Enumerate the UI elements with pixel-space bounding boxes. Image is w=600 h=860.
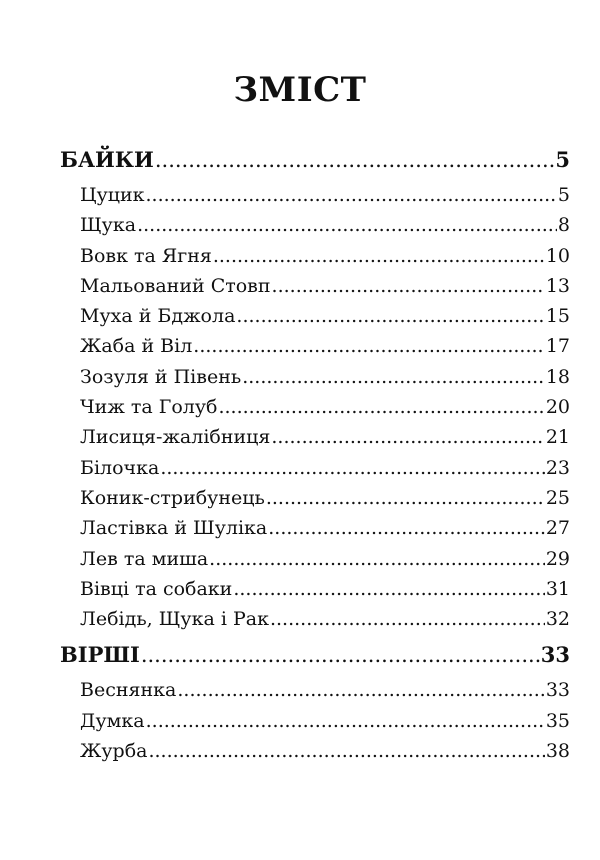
page-number: 13: [545, 274, 570, 297]
entry-title: Вовк та Ягня: [80, 244, 212, 267]
entry-title: Муха й Бджола: [80, 305, 236, 328]
page-number: 23: [545, 456, 570, 479]
toc-entry[interactable]: [60, 675, 570, 705]
entry-title: Думка: [80, 709, 145, 732]
dot-leader: [209, 544, 545, 574]
toc-entry[interactable]: [60, 362, 570, 392]
page-number: 25: [545, 486, 570, 509]
page-number: 32: [545, 608, 570, 631]
dot-leader: [141, 635, 540, 675]
entry-title: Щука: [80, 214, 137, 237]
entry-title: Лев та миша: [80, 547, 209, 570]
dot-leader: [146, 706, 545, 736]
toc-entry[interactable]: [60, 736, 570, 766]
page-number: 8: [557, 214, 570, 237]
entry-title: Чиж та Голуб: [80, 396, 218, 419]
page-number: 21: [545, 426, 570, 449]
toc-entry[interactable]: [60, 513, 570, 543]
entry-title: Цуцик: [80, 184, 145, 206]
toc-entry[interactable]: [60, 241, 570, 271]
toc-section-fables[interactable]: [60, 140, 570, 180]
toc-entry[interactable]: [60, 392, 570, 422]
dot-leader: [272, 271, 545, 301]
dot-leader: [270, 604, 545, 634]
page-number: 33: [540, 642, 570, 668]
dot-leader: [242, 362, 545, 392]
entry-title: Лебідь, Щука і Рак: [80, 608, 269, 631]
dot-leader: [233, 574, 544, 604]
page-number: 38: [545, 740, 570, 763]
page-number: 35: [545, 709, 570, 732]
dot-leader: [193, 331, 545, 361]
page-number: 10: [545, 244, 570, 267]
toc-entry[interactable]: [60, 706, 570, 736]
page-number: 17: [545, 335, 570, 358]
entry-title: Зозуля й Півень: [80, 365, 242, 388]
dot-leader: [268, 513, 545, 543]
section-title: БАЙКИ: [60, 147, 154, 172]
page-number: 29: [545, 547, 570, 570]
toc-entry[interactable]: [60, 604, 570, 634]
dot-leader: [218, 392, 544, 422]
page-number: 33: [545, 679, 570, 702]
dot-leader: [266, 483, 545, 513]
page-number: 5: [555, 147, 570, 172]
toc-entry[interactable]: [60, 574, 570, 604]
entry-title: Білочка: [80, 456, 160, 479]
entry-title: Жаба й Віл: [80, 335, 193, 358]
entry-title: Вівці та собаки: [80, 577, 233, 600]
entry-title: Лисиця-жалібниця: [80, 426, 271, 449]
page-number: 31: [545, 577, 570, 600]
dot-leader: [271, 422, 544, 452]
entry-title: Мальований Стовп: [80, 274, 271, 297]
entry-title: Ластівка й Шуліка: [80, 517, 268, 540]
page-number: 27: [545, 517, 570, 540]
page-number: 15: [545, 305, 570, 328]
dot-leader: [160, 453, 545, 483]
toc-entry[interactable]: [60, 180, 570, 210]
toc-entry[interactable]: [60, 422, 570, 452]
toc-entry[interactable]: [60, 544, 570, 574]
toc-entry[interactable]: [60, 331, 570, 361]
page-number: 20: [545, 396, 570, 419]
entry-title: Коник-стрибунець: [80, 486, 265, 509]
toc-section-poems[interactable]: [60, 635, 570, 675]
section-title: ВІРШІ: [60, 642, 140, 668]
table-of-contents: [60, 140, 570, 766]
page-number: 18: [545, 365, 570, 388]
entry-title: Журба: [80, 740, 148, 763]
toc-entry[interactable]: [60, 271, 570, 301]
toc-entry[interactable]: [60, 483, 570, 513]
toc-entry[interactable]: [60, 301, 570, 331]
dot-leader: [155, 140, 555, 180]
page-title: ЗМІСТ: [233, 70, 367, 110]
toc-entry[interactable]: [60, 210, 570, 240]
dot-leader: [137, 210, 557, 240]
dot-leader: [236, 301, 544, 331]
entry-title: Веснянка: [80, 679, 177, 702]
page-number: 5: [557, 184, 570, 206]
dot-leader: [177, 675, 544, 705]
dot-leader: [148, 736, 544, 766]
dot-leader: [213, 241, 545, 271]
dot-leader: [146, 180, 557, 210]
toc-entry[interactable]: [60, 453, 570, 483]
